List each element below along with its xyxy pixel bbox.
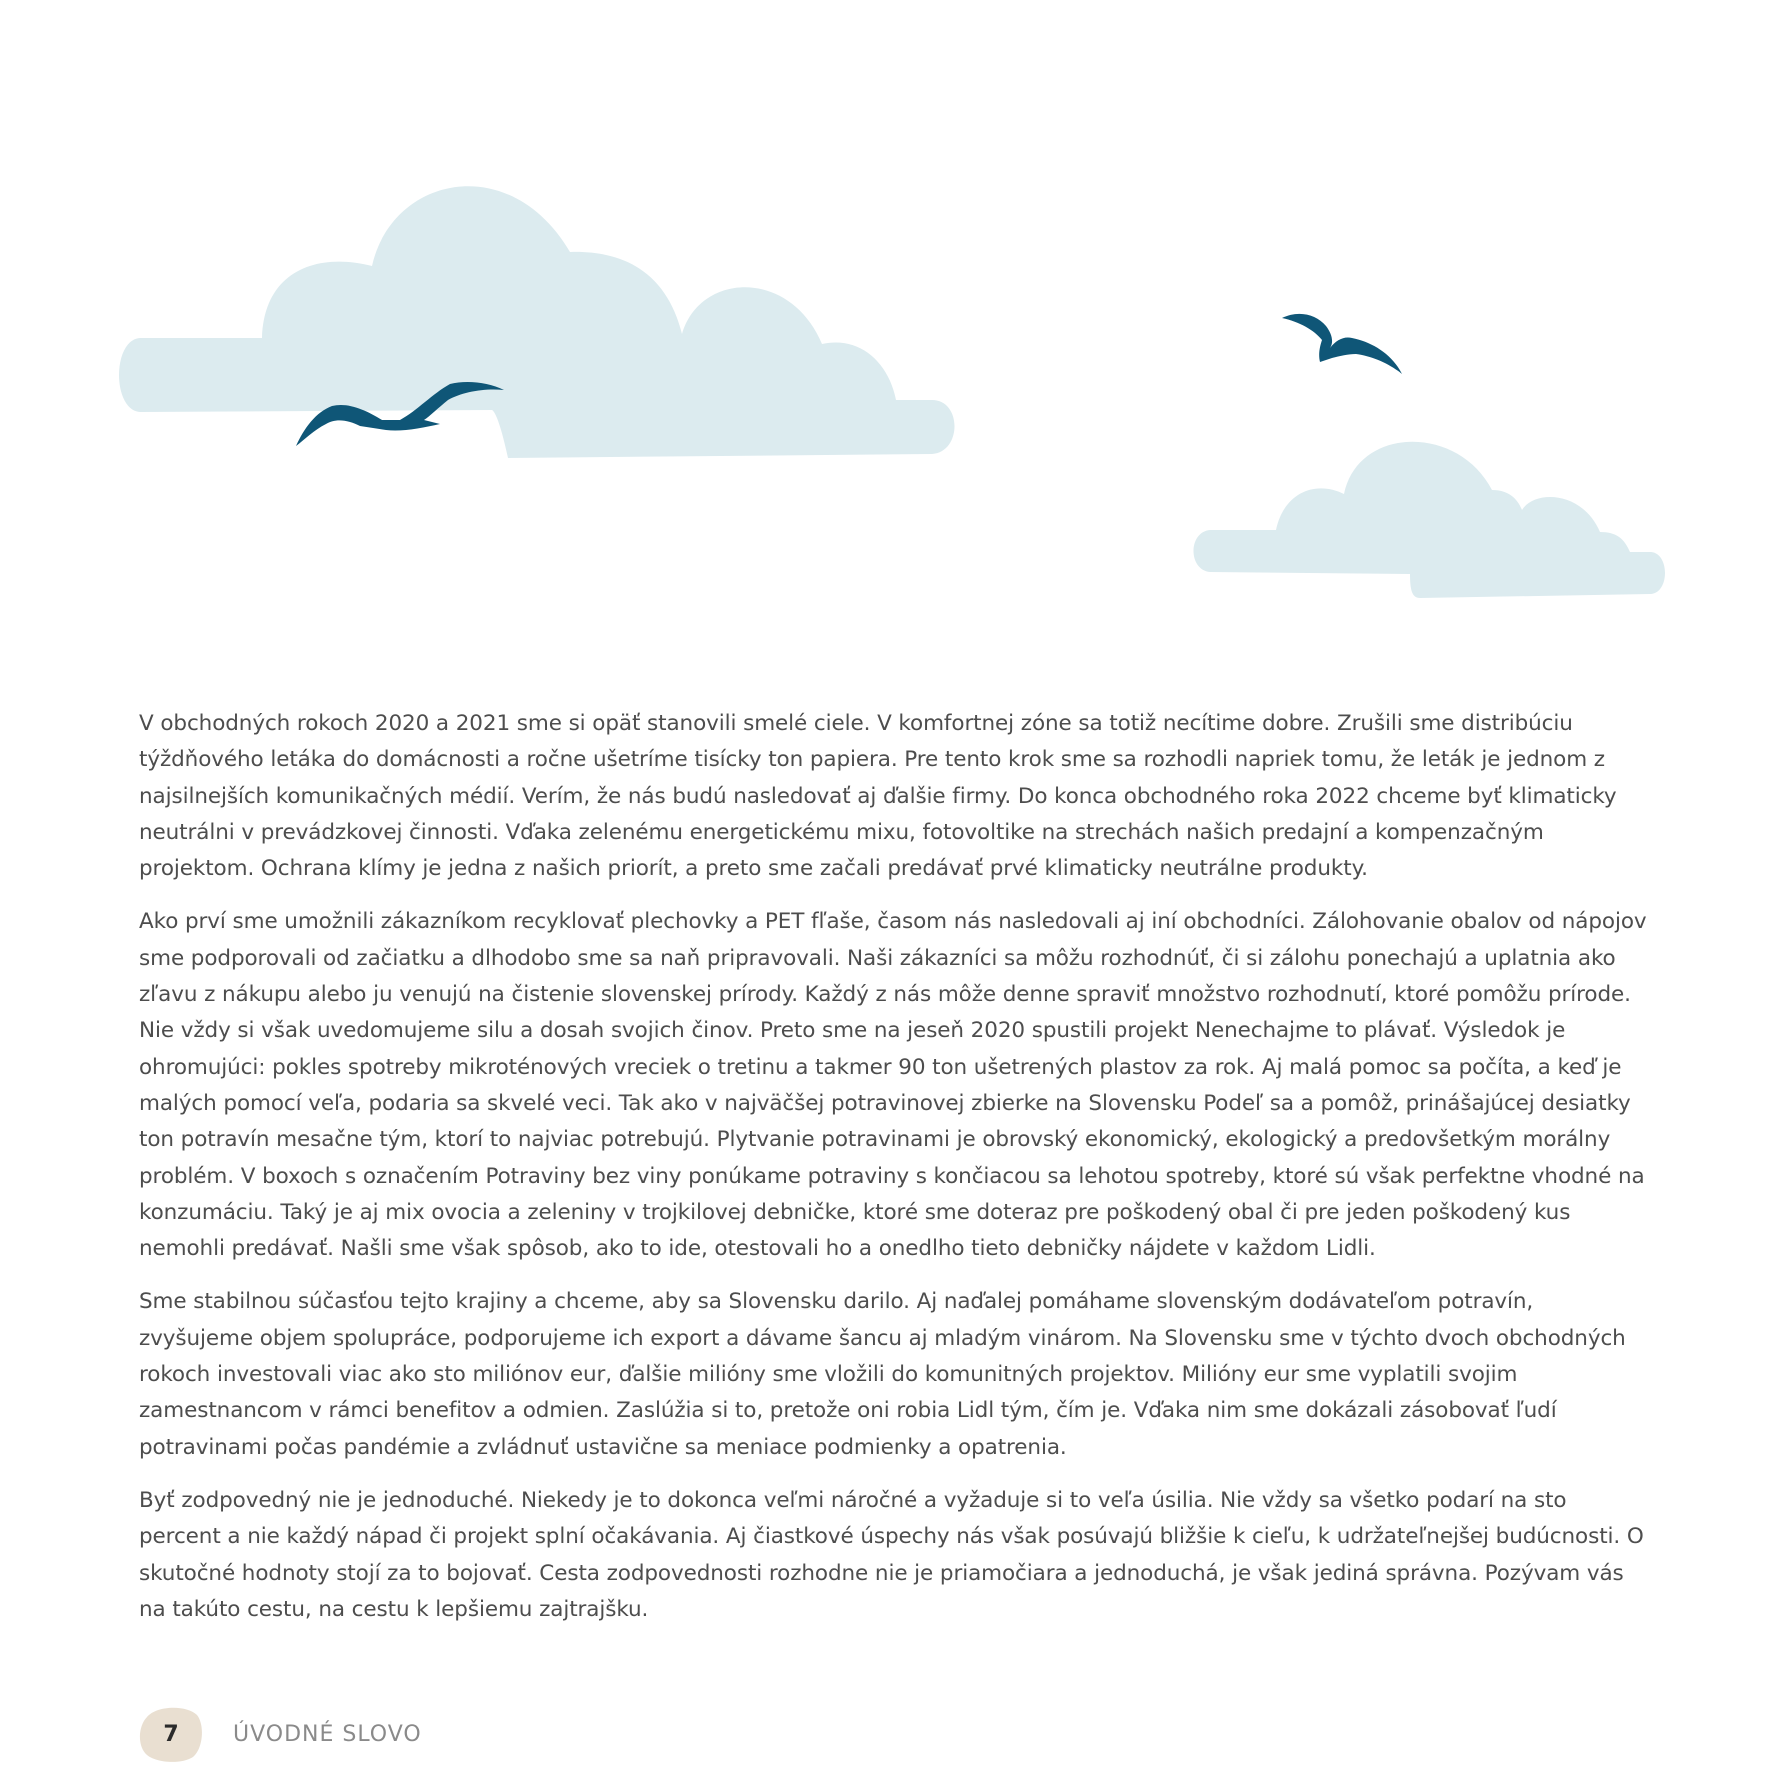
- header-illustration: [0, 0, 1785, 620]
- page-footer: [139, 1704, 422, 1764]
- paragraph: Sme stabilnou súčasťou tejto krajiny a chceme, aby sa Slovensku darilo. Aj naďalej pomáhame slovenským dodávateľom potravín, zvyšujeme objem spolupráce, podporujeme ich export a dávame šancu aj mladým vinárom. Na Slovensku sme v týchto dvoch obchodných rokoch investovali viac ako sto miliónov eur, ďalšie milióny sme vložili do komunitných projektov. Milióny eur sme vyplatili svojim zamestnancom v rámci benefitov a odmien. Zaslúžia si to, pretože oni robia Lidl tým, čím je. Vďaka nim sme dokázali zásobovať ľudí potravinami počas pandémie a zvládnuť ustavične sa meniace podmienky a opatrenia.: [139, 1289, 1626, 1460]
- paragraph: Byť zodpovedný nie je jednoduché. Niekedy je to dokonca veľmi náročné a vyžaduje si to veľa úsilia. Nie vždy sa všetko podarí na sto percent a nie každý nápad či projekt splní očakávania. Aj čiastkové úspechy nás však posúvajú bližšie k cieľu, k udržateľnejšej budúcnosti. O skutočné hodnoty stojí za to bojovať. Cesta zodpovednosti rozhodne nie je priamočiara a jednoduchá, je však jediná správna. Pozývam vás na takúto cestu, na cestu k lepšiemu zajtrajšku.: [139, 1487, 1644, 1622]
- page-number: 7: [163, 1721, 179, 1747]
- bird-icon: [1282, 314, 1402, 374]
- paragraph: Ako prví sme umožnili zákazníkom recyklovať plechovky a PET fľaše, časom nás nasledovali aj iní obchodníci. Zálohovanie obalov od nápojov sme podporovali od začiatku a dlhodobo sme sa naň pripravovali. Naši zákazníci sa môžu rozhodnúť, či si zálohu ponechajú a uplatnia ako zľavu z nákupu alebo ju venujú na čistenie slovenskej prírody. Každý z nás môže denne spraviť množstvo rozhodnutí, ktoré pomôžu prírode. Nie vždy si však uvedomujeme silu a dosah svojich činov. Preto sme na jeseň 2020 spustili projekt Nenechajme to plávať. Výsledok je ohromujúci: pokles spotreby mikroténových vreciek o tretinu a takmer 90 ton ušetrených plastov za rok. Aj malá pomoc sa počíta, a keď je malých pomocí veľa, podaria sa skvelé veci. Tak ako v najväčšej potravinovej zbierke na Slovensku Podeľ sa a pomôž, prinášajúcej desiatky ton potravín mesačne tým, ktorí to najviac potrebujú. Plytvanie potravinami je obrovský ekonomický, ekologický a predovšetkým morálny problém. V boxoch s označením Potraviny bez viny ponúkame potraviny s končiacou sa lehotou spotreby, ktoré sú však perfektne vhodné na konzumáciu. Taký je aj mix ovocia a zeleniny v trojkilovej debničke, ktoré sme doteraz pre poškodený obal či pre jeden poškodený kus nemohli predávať. Našli sme však spôsob, ako to ide, otestovali ho a onedlho tieto debničky nájdete v každom Lidli.: [139, 909, 1647, 1262]
- intro-text: [139, 706, 1647, 1645]
- paragraph: V obchodných rokoch 2020 a 2021 sme si opäť stanovili smelé ciele. V komfortnej zóne sa totiž necítime dobre. Zrušili sme distribúciu týždňového letáka do domácnosti a ročne ušetríme tisícky ton papiera. Pre tento krok sme sa rozhodli napriek tomu, že leták je jednom z najsilnejších komunikačných médií. Verím, že nás budú nasledovať aj ďalšie firmy. Do konca obchodného roka 2022 chceme byť klimaticky neutrálni v prevádzkovej činnosti. Vďaka zelenému energetickému mixu, fotovoltike na strechách našich predajní a kompenzačným projektom. Ochrana klímy je jedna z našich priorít, a preto sme začali predávať prvé klimaticky neutrálne produkty.: [139, 711, 1617, 882]
- section-title: ÚVODNÉ SLOVO: [233, 1721, 422, 1747]
- cloud-icon: [1194, 442, 1666, 598]
- cloud-icon: [119, 186, 955, 458]
- page-number-badge: [139, 1705, 203, 1763]
